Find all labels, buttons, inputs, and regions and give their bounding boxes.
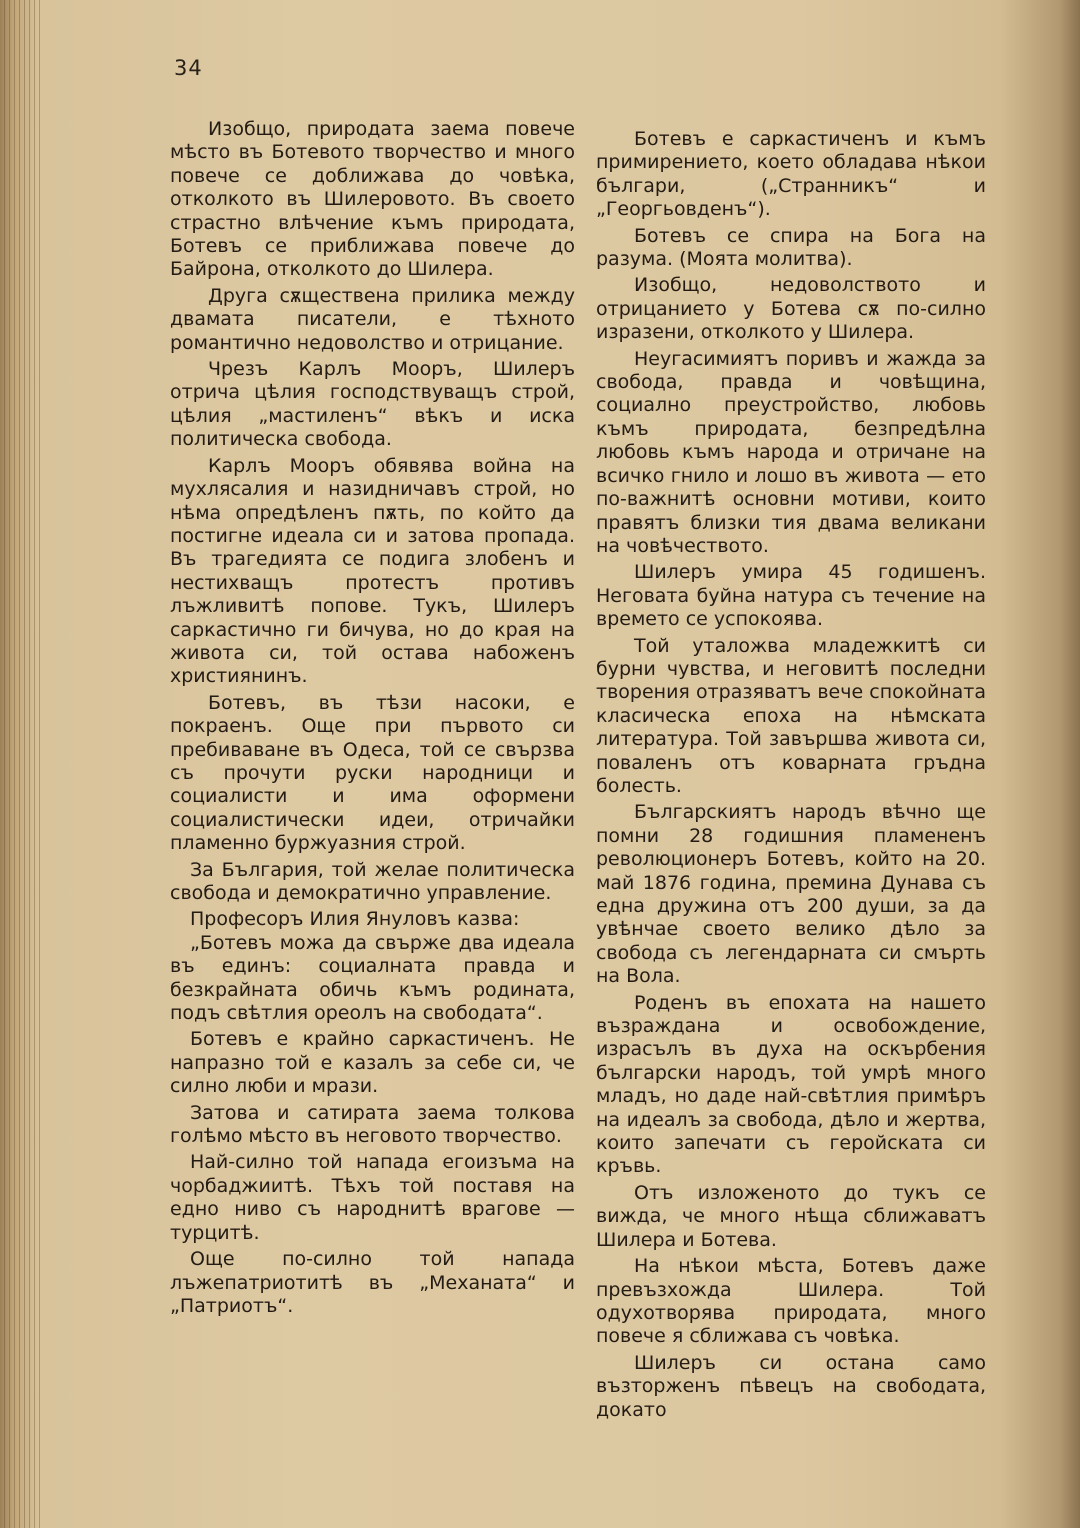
paragraph: Затова и сатирата заема толкова голѣмо мѣсто въ неговото творчество.	[170, 1101, 575, 1148]
paragraph: Ботевъ се спира на Бога на разума. (Моята молитва).	[596, 224, 986, 271]
paragraph: Най-силно той напада егоизъма на чорбаджиитѣ. Тѣхъ той поставя на едно ниво съ народнитѣ врагове — турцитѣ.	[170, 1151, 575, 1244]
paragraph: Ботевъ е саркастиченъ и къмъ примирението, което обладава нѣкои българи, („Странникъ“ и „Георгьовденъ“).	[596, 128, 986, 221]
right-column	[596, 128, 986, 1425]
paragraph: Ботевъ, въ тѣзи насоки, е покраенъ. Още при първото си пребиваване въ Одеса, той се свързва съ прочути руски народници и социалисти и има оформени социалистически идеи, отричайки пламенно буржуазния строй.	[170, 691, 575, 855]
paragraph: Професоръ Илия Януловъ казва:	[190, 908, 520, 931]
paragraph: Карлъ Мооръ обявява война на мухлясалия и назидничавъ строй, но нѣма опредѣленъ пѫть, по който да постигне идеала си и затова пропада. Въ трагедията се подига злобенъ и нестихващъ протестъ противъ лъжливитѣ попове. Тукъ, Шилеръ саркастично ги бичува, но до края на живота си, той остава набоженъ християнинъ.	[170, 454, 575, 688]
paragraph: Българскиятъ народъ вѣчно ще помни 28 годишния пламененъ революционеръ Ботевъ, който на 20. май 1876 година, премина Дунава съ една дружина отъ 200 души, за да увѣнчае своето велико дѣло за свобода съ легендарната си смърть на Вола.	[596, 801, 986, 988]
paragraph: Той уталожва младежкитѣ си бурни чувства, и неговитѣ последни творения отразяватъ вече спокойната класическа епоха на нѣмската литература. Той завършва живота си, поваленъ отъ коварната гръдна болесть.	[596, 634, 986, 797]
paragraph: Роденъ въ епохата на нашето възраждана и освобождение, израсълъ въ духа на оскърбения български народъ, той умрѣ много младъ, но даде най-свѣтлия примѣръ на идеалъ за свобода, дѣло и жертва, които запечати съ геройската си кръвь.	[596, 991, 986, 1178]
paragraph: Шилеръ си остана само възторженъ пѣвецъ на свободата, докато	[596, 1351, 986, 1421]
paragraph: На нѣкои мѣста, Ботевъ даже превъзхожда Шилера. Той одухотворява природата, много повече я сближава съ човѣка.	[596, 1255, 986, 1348]
left-column	[170, 118, 575, 1321]
page-stack-edges	[4, 0, 40, 1528]
paragraph: Неугасимиятъ поривъ и жажда за свобода, правда и човѣщина, социално преустройство, любовь къмъ природата, безпредѣлна любовь къмъ народа и отричане на всичко гнило и лошо въ живота — ето по-важнитѣ основни мотиви, които правятъ близки тия двама великани на човѣчеството.	[596, 347, 986, 557]
paragraph: Още по-силно той напада лъжепатриотитѣ въ „Механата“ и „Патриотъ“.	[170, 1248, 575, 1317]
paragraph: Чрезъ Карлъ Мооръ, Шилеръ отрича цѣлия господствуващъ строй, цѣлия „мастиленъ“ вѣкъ и иска политическа свобода.	[170, 358, 575, 451]
paragraph: Изобщо, природата заема повече мѣсто въ Ботевото творчество и много повече се доближава до човѣка, отколкото въ Шилеровото. Въ своето страстно влѣчение къмъ природата, Ботевъ се приближава повече до Байрона, отколкото до Шилера.	[170, 118, 575, 281]
quote-paragraph: „Ботевъ можа да свърже два идеала въ единъ: социалната правда и безкрайната обичь къмъ родината, подъ свѣтлия ореолъ на свободата“.	[170, 931, 575, 1025]
paragraph: Отъ изложеното до тукъ се вижда, че много нѣща сближаватъ Шилера и Ботева.	[596, 1181, 986, 1251]
paragraph: Шилеръ умира 45 годишенъ. Неговата буйна натура съ течение на времето се успокоява.	[596, 561, 986, 631]
page-number: 34	[174, 56, 203, 80]
paragraph: Изобщо, недоволството и отрицанието у Ботева сѫ по-силно изразени, отколкото у Шилера.	[596, 274, 986, 344]
paragraph: Ботевъ е крайно саркастиченъ. Не напразно той е казалъ за себе си, че силно люби и мрази.	[170, 1028, 575, 1098]
paragraph: Друга сѫществена прилика между двамата писатели, е тѣхното романтично недоволство и отрицание.	[170, 284, 575, 354]
paragraph: За България, той желае политическа свобода и демократично управление.	[170, 858, 575, 904]
